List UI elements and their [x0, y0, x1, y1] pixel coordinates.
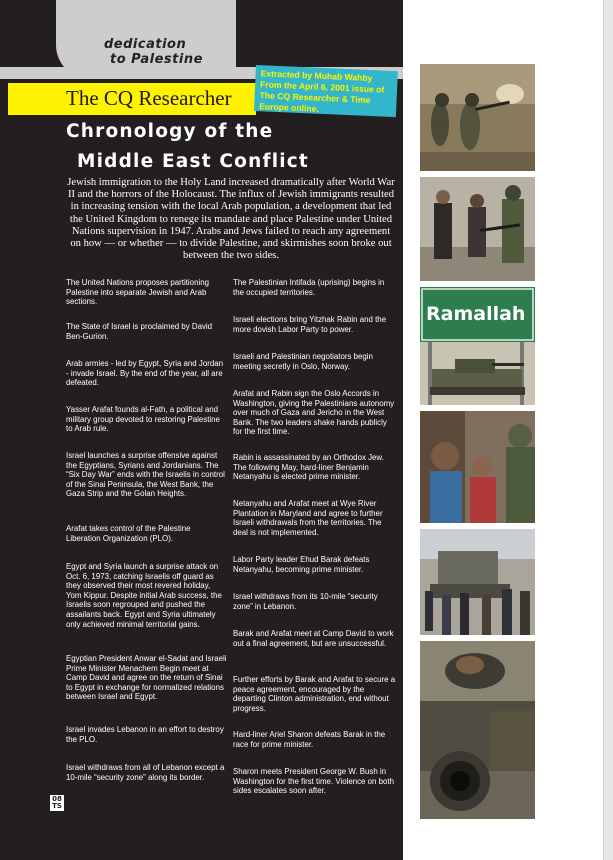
chronology-entry: Israel launches a surprise offensive against the Egyptians, Syrians and Jordanians. The “Six Day War” ends with the Israelis in control of the Sinai Peninsula, the West Bank, the Gaza Strip and the Golan Heights. [66, 451, 225, 499]
photo-bulldozer-crowd [420, 529, 535, 635]
page-title: Chronology of the Middle East Conflict [66, 121, 309, 172]
chronology-entry: Arafat and Rabin sign the Oslo Accords in Washington, giving the Palestinians autonomy over much of Gaza and Jericho in the West Bank. The two leaders shake hands publicly for the first time. [233, 389, 395, 437]
chronology-entry: Israel withdraws from its 10-mile “security zone” in Lebanon. [233, 592, 378, 611]
chronology-entry: Further efforts by Barak and Arafat to secure a peace agreement, encouraged by the departing Clinton administration, end without progress. [233, 675, 396, 713]
page-edge [603, 0, 613, 860]
chronology-entry: Arafat takes control of the Palestine Liberation Organization (PLO). [66, 524, 191, 543]
photo-children-and-soldier [420, 411, 535, 523]
chronology-entry: Rabin is assassinated by an Orthodox Jew. The following May, hard-liner Benjamin Netanyahu is elected prime minister. [233, 453, 384, 482]
photo-ramallah-sign [420, 287, 535, 405]
chronology-entry: Labor Party leader Ehud Barak defeats Netanyahu, becoming prime minister. [233, 555, 370, 574]
photo-woman-and-soldiers [420, 177, 535, 281]
ramallah-sign-text: Ramallah [426, 303, 526, 325]
publication-title: The CQ Researcher [66, 86, 232, 110]
chronology-entry: Sharon meets President George W. Bush in Washington for the first time. Violence on both sides escalates soon after. [233, 767, 394, 796]
chronology-entry: The Palestinian Intifada (uprising) begins in the occupied territories. [233, 278, 385, 297]
chronology-entry: Barak and Arafat meet at Camp David to work out a final agreement, but are unsuccessful. [233, 629, 394, 648]
chronology-entry: Egypt and Syria launch a surprise attack on Oct. 6, 1973, catching Israelis off guard as they observed their most revered holiday, Yom Kippur. Despite initial Arab success, the Israelis soon regrouped and pushed the assailants back. Egypt and Syria ultimately only achieved minimal territorial gains. [66, 562, 222, 629]
dedication-heading: dedication to Palestine [104, 37, 203, 67]
photo-soldiers-firing [420, 64, 535, 171]
chronology-entry: Egyptian President Anwar el-Sadat and Israeli Prime Minister Menachem Begin meet at Camp David and agree on the return of Sinai to Egypt in exchange for normalized relations between Israel and Egypt. [66, 654, 227, 702]
chronology-entry: Israel invades Lebanon in an effort to destroy the PLO. [66, 725, 224, 744]
chronology-entry: Arab armies - led by Egypt, Syria and Jordan - invade Israel. By the end of the year, all are defeated. [66, 359, 224, 388]
chronology-entry: The United Nations proposes partitioning Palestine into separate Jewish and Arab sections. [66, 278, 209, 307]
chronology-entry: Hard-liner Ariel Sharon defeats Barak in the race for prime minister. [233, 730, 386, 749]
chronology-entry: Netanyahu and Arafat meet at Wye River Plantation in Maryland and agree to further Israeli withdrawals from the territories. The deal is not implemented. [233, 499, 383, 537]
intro-paragraph: Jewish immigration to the Holy Land increased dramatically after World War II and the horrors of the Holocaust. The influx of Jewish immigrants resulted in increasing tension with the local Arab population, a development that led the United Kingdom to renege its mandate and place Palestine under United Nations supervision in 1947. Arabs and Jews failed to reach any agreement on how — or whether — to divide Palestine, and skirmishes soon broke out between the two sides. [67, 177, 395, 262]
chronology-entry: Yasser Arafat founds al-Fath, a political and military group devoted to restoring Palestine to Arab rule. [66, 405, 220, 434]
photo-tank-closeup [420, 641, 535, 819]
credit-box: Extracted by Muhab Wahby From the April 6, 2001 issue of The CQ Researcher & Time Europe online. [254, 65, 398, 117]
chronology-entry: Israel withdraws from all of Lebanon except a 10-mile “security zone” along its border. [66, 763, 225, 782]
page-number: 08 TS [50, 795, 64, 811]
chronology-entry: Israeli and Palestinian negotiators begin meeting secretly in Oslo, Norway. [233, 352, 373, 371]
chronology-entry: The State of Israel is proclaimed by David Ben-Gurion. [66, 322, 213, 341]
chronology-entry: Israeli elections bring Yitzhak Rabin and the more dovish Labor Party to power. [233, 315, 387, 334]
